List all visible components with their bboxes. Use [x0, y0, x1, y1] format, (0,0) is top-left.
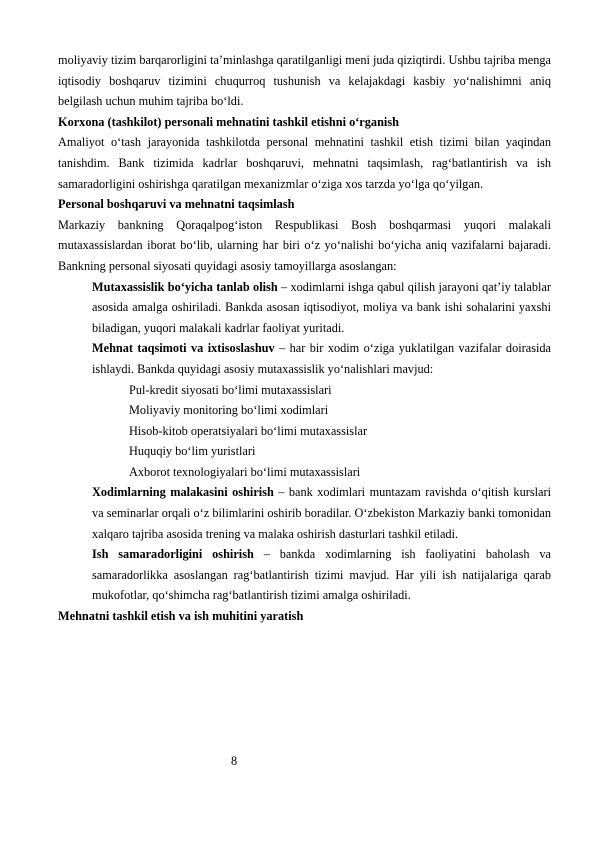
heading-personnel-study: Korxona (tashkilot) personali mehnatini tashkil etishni o‘rganish: [58, 114, 399, 129]
item-labor-division: [92, 338, 551, 379]
item-specialist-selection-title: Mutaxassislik bo‘yicha tanlab olish: [92, 279, 278, 294]
list-item: Hisob-kitob operatsiyalari bo‘limi mutaxassislar: [129, 423, 368, 438]
paragraph-intro: moliyaviy tizim barqarorligini ta’minlashga qaratilganligi meni juda qiziqtirdi. Ushbu tajriba menga iqtisodiy boshqaruv tizimini chuqurroq tushunish va kelajakdagi kasbiy yo‘nalishimni aniq belgilash uchun muhim tajriba bo‘ldi.: [58, 53, 551, 109]
item-labor-division-text: – har bir xodim o‘ziga yuklatilgan vazifalar doirasida ishlaydi. Bankda quyidagi asosiy mutaxassislik yo‘nalishlari mavjud:: [92, 341, 551, 376]
paragraph-practice: Amaliyot o‘tash jarayonida tashkilotda personal mehnatini tashkil etish tizimi bilan yaqindan tanishdim. Bank tizimida kadrlar boshqaruvi, mehnatni taqsimlash, rag‘batlantirish va ish samaradorligini oshirishga qaratilgan mexanizmlar o‘ziga xos tarzda yo‘lga qo‘yilgan.: [58, 135, 551, 191]
list-item: Pul-kredit siyosati bo‘limi mutaxassislari: [129, 382, 332, 397]
document-page: [58, 50, 551, 627]
paragraph-central-bank: Markaziy bankning Qoraqalpog‘iston Respublikasi Bosh boshqarmasi yuqori malakali mutaxassislardan iborat bo‘lib, ularning har biri o‘z yo‘nalishi bo‘yicha aniq vazifalarni bajaradi. Bankning personal siyosati quyidagi asosiy tamoyillarga asoslangan:: [58, 217, 551, 273]
page-number: 8: [231, 754, 238, 768]
item-specialist-selection: [92, 277, 551, 339]
heading-personnel-management: Personal boshqaruvi va mehnatni taqsimlash: [58, 197, 295, 212]
list-item: Axborot texnologiyalari bo‘limi mutaxassislari: [129, 464, 361, 479]
heading-work-environment: Mehnatni tashkil etish va ish muhitini yaratish: [58, 609, 304, 624]
item-labor-division-title: Mehnat taqsimoti va ixtisoslashuv: [92, 341, 275, 356]
item-qualification-title: Xodimlarning malakasini oshirish: [92, 485, 274, 500]
list-item: Moliyaviy monitoring bo‘limi xodimlari: [129, 403, 329, 418]
item-efficiency-text: – bankda xodimlarning ish faoliyatini baholash va samaradorlikka asoslangan rag‘batlantirish tizimi mavjud. Har yili ish natijalariga qarab mukofotlar, qo‘shimcha rag‘batlantirish tizimi amalga oshiriladi.: [92, 547, 551, 603]
specialty-list: [58, 380, 551, 483]
item-efficiency: [92, 544, 551, 606]
item-qualification-text: – bank xodimlari muntazam ravishda o‘qitish kurslari va seminarlar orqali o‘z bilimlarini oshirib boradilar. O‘zbekiston Markaziy banki tomonidan xalqaro tajriba asosida trening va malaka oshirish dasturlari tashkil etiladi.: [92, 485, 551, 541]
list-item: Huquqiy bo‘lim yuristlari: [129, 444, 256, 459]
item-specialist-selection-text: – xodimlarni ishga qabul qilish jarayoni qat’iy talablar asosida amalga oshiriladi. Bankda asosan iqtisodiyot, moliya va bank ishi sohalarini yaxshi biladigan, yuqori malakali kadrlar faoliyat yuritadi.: [92, 279, 551, 335]
item-efficiency-title: Ish samaradorligini oshirish: [92, 547, 254, 562]
item-qualification: [92, 482, 551, 544]
